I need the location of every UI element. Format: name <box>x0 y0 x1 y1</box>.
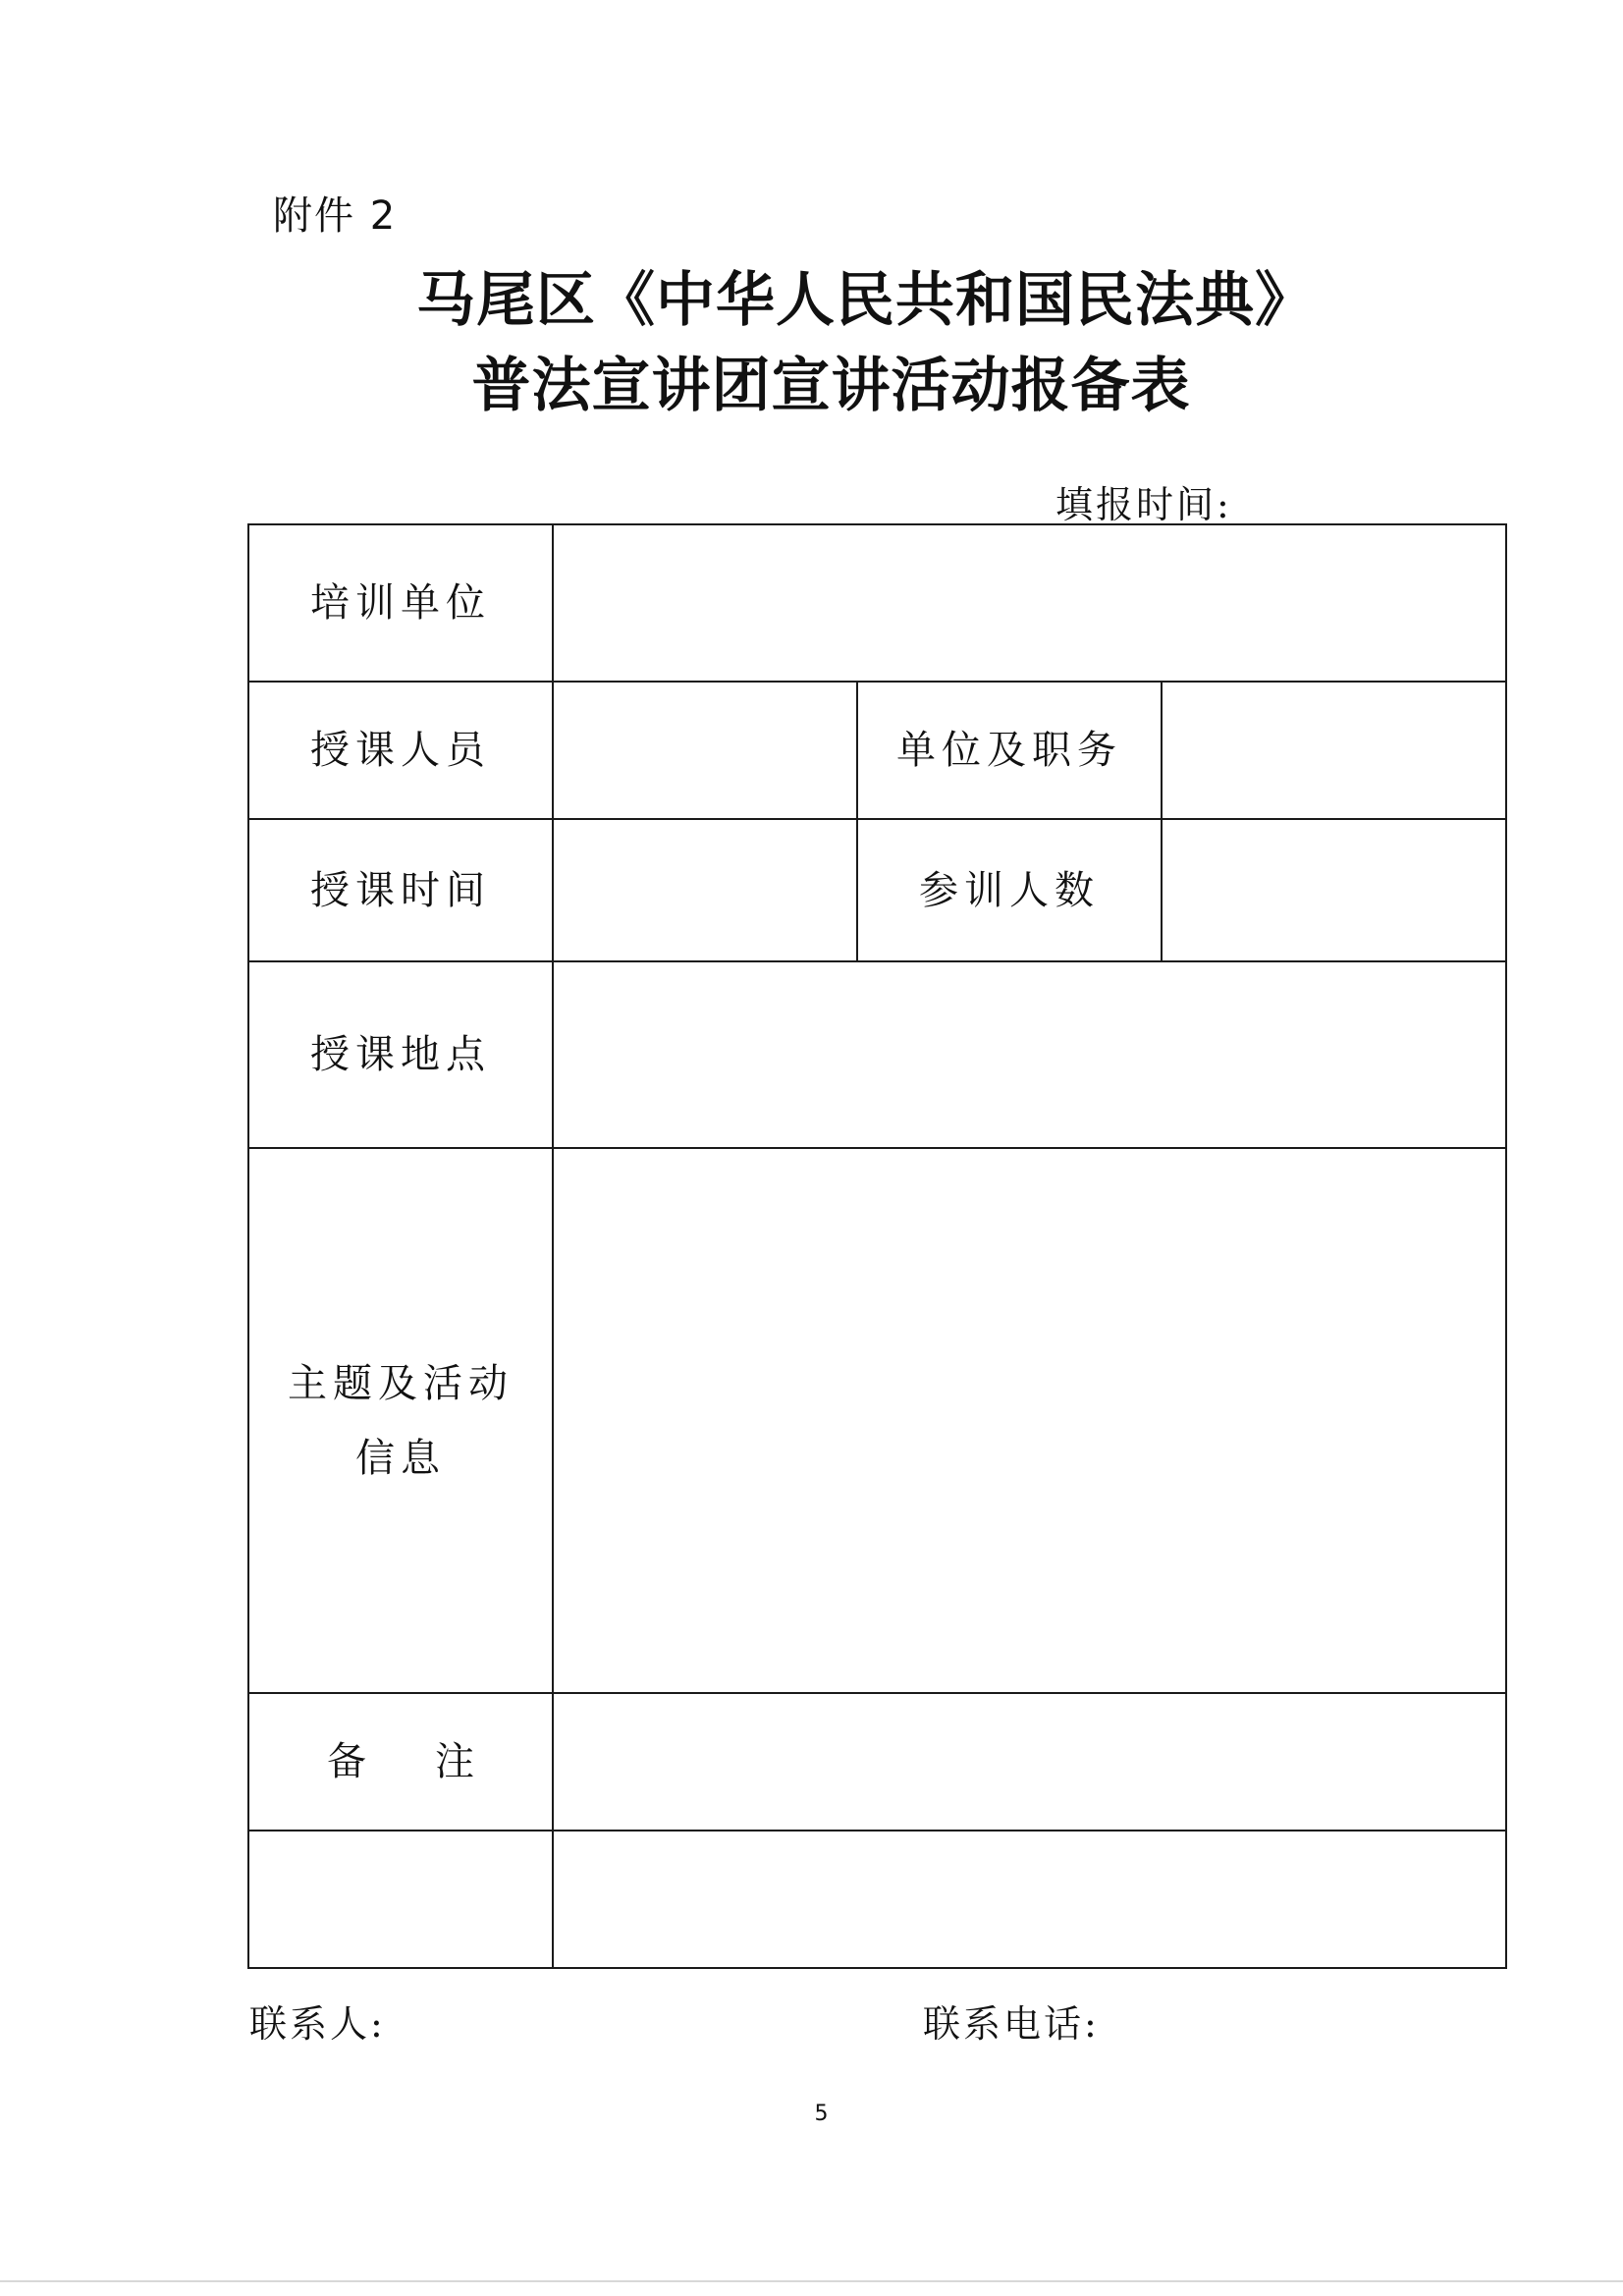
lecturer-label-cell <box>248 682 553 819</box>
lecture-time-label-cell <box>248 819 553 961</box>
participants-field[interactable] <box>1162 819 1506 961</box>
contact-phone-label: 联系电话: <box>923 2002 1100 2046</box>
registration-form-table <box>247 523 1507 1969</box>
remarks-field[interactable] <box>553 1693 1506 1831</box>
remarks-label-cell <box>248 1693 553 1831</box>
row-remarks <box>248 1693 1506 1831</box>
document-title-line2: 普法宣讲团宣讲活动报备表 <box>471 352 1191 420</box>
fill-time-label: 填报时间: <box>1055 483 1232 526</box>
unit-position-field[interactable] <box>1162 682 1506 819</box>
row-lecture-location <box>248 961 1506 1148</box>
topic-info-field[interactable] <box>553 1148 1506 1693</box>
attachment-label: 附件 2 <box>273 193 398 239</box>
participants-label: 参训人数 <box>919 867 1100 913</box>
blank-field[interactable] <box>553 1831 1506 1968</box>
unit-position-label-cell <box>857 682 1162 819</box>
remarks-label-first: 备 <box>327 1739 366 1784</box>
row-topic-info <box>248 1148 1506 1693</box>
row-training-unit <box>248 524 1506 682</box>
contact-person-label: 联系人: <box>249 2002 386 2046</box>
row-blank <box>248 1831 1506 1968</box>
unit-position-label: 单位及职务 <box>896 728 1122 773</box>
topic-info-label-line1: 主题及活动 <box>288 1360 514 1406</box>
lecture-location-label: 授课地点 <box>310 1032 491 1077</box>
blank-label-cell <box>248 1831 553 1968</box>
document-title-line1: 马尾区《中华人民共和国民法典》 <box>416 266 1315 335</box>
lecture-location-label-cell <box>248 961 553 1148</box>
lecture-time-label: 授课时间 <box>310 867 491 913</box>
page-number: 5 <box>814 2102 829 2126</box>
row-lecture-time <box>248 819 1506 961</box>
lecture-time-field[interactable] <box>553 819 857 961</box>
training-unit-label: 培训单位 <box>310 580 491 626</box>
remarks-label-second: 注 <box>435 1739 474 1784</box>
row-lecturer <box>248 682 1506 819</box>
scan-edge-line <box>0 2280 1623 2282</box>
training-unit-label-cell <box>248 524 553 682</box>
topic-info-label-cell <box>248 1148 553 1693</box>
participants-label-cell <box>857 819 1162 961</box>
lecture-location-field[interactable] <box>553 961 1506 1148</box>
lecturer-field[interactable] <box>553 682 857 819</box>
topic-info-label-line2: 信息 <box>355 1435 446 1481</box>
lecturer-label: 授课人员 <box>310 728 491 773</box>
training-unit-field[interactable] <box>553 524 1506 682</box>
